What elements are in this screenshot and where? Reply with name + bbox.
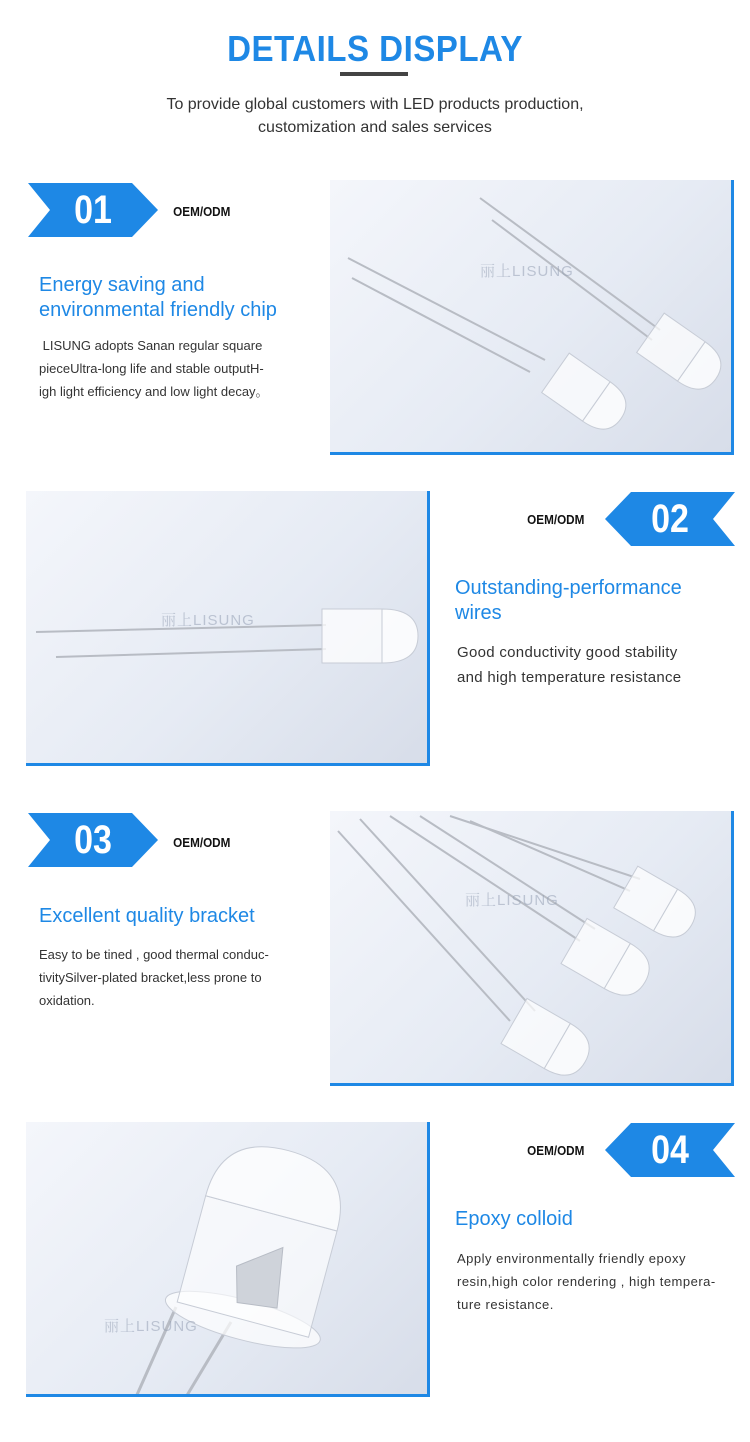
description-line: Good conductivity good stability — [457, 644, 678, 661]
description-line: pieceUltra-long life and stable outputH- — [39, 361, 264, 376]
feature-title-line: Energy saving and — [39, 274, 205, 296]
product-photo — [330, 180, 734, 455]
section-number: 04 — [651, 1128, 689, 1172]
feature-title-line: environmental friendly chip — [39, 299, 277, 321]
feature-title — [39, 273, 277, 323]
feature-description — [457, 1247, 716, 1316]
section-number-tag — [28, 813, 158, 867]
feature-title-line: Epoxy colloid — [455, 1208, 573, 1230]
product-photo — [26, 1122, 430, 1397]
feature-title — [39, 904, 255, 929]
product-photo — [26, 491, 430, 766]
oem-label: OEM/ODM — [173, 835, 231, 850]
description-line: igh light efficiency and low light decay。 — [39, 384, 269, 399]
feature-title-line: Excellent quality bracket — [39, 905, 255, 927]
subtitle-line: To provide global customers with LED products production, — [166, 96, 584, 113]
feature-description — [457, 640, 681, 690]
watermark: 丽上LISUNG — [161, 612, 255, 629]
watermark: 丽上LISUNG — [104, 1318, 198, 1335]
led-illustration — [330, 180, 734, 455]
subtitle-line: customization and sales services — [258, 119, 492, 136]
led-illustration — [330, 811, 734, 1086]
feature-title — [455, 1207, 573, 1232]
product-photo — [330, 811, 734, 1086]
section-number: 02 — [651, 497, 689, 541]
watermark: 丽上LISUNG — [480, 263, 574, 280]
watermark: 丽上LISUNG — [465, 892, 559, 909]
oem-label: OEM/ODM — [527, 512, 585, 527]
title-underline — [340, 72, 408, 76]
description-line: LISUNG adopts Sanan regular square — [39, 338, 263, 353]
description-line: resin,high color rendering , high tempera- — [457, 1274, 716, 1289]
section-number: 01 — [74, 188, 112, 232]
oem-label: OEM/ODM — [527, 1143, 585, 1158]
section-number-tag — [28, 183, 158, 237]
description-line: ture resistance. — [457, 1297, 554, 1312]
feature-description — [39, 334, 269, 403]
section-number-tag — [605, 492, 735, 546]
oem-label: OEM/ODM — [173, 204, 231, 219]
description-line: tivitySilver-plated bracket,less prone to — [39, 970, 262, 985]
section-number: 03 — [74, 818, 112, 862]
feature-title-line: Outstanding-performance — [455, 577, 682, 599]
description-line: oxidation. — [39, 993, 95, 1008]
feature-title-line: wires — [455, 602, 502, 624]
led-illustration — [26, 1122, 430, 1397]
description-line: Easy to be tined , good thermal conduc- — [39, 947, 269, 962]
feature-description — [39, 943, 269, 1012]
section-number-tag — [605, 1123, 735, 1177]
page-subtitle — [0, 93, 750, 139]
description-line: and high temperature resistance — [457, 669, 682, 686]
description-line: Apply environmentally friendly epoxy — [457, 1251, 686, 1266]
feature-title — [455, 576, 682, 626]
page-title: DETAILS DISPLAY — [227, 28, 523, 69]
